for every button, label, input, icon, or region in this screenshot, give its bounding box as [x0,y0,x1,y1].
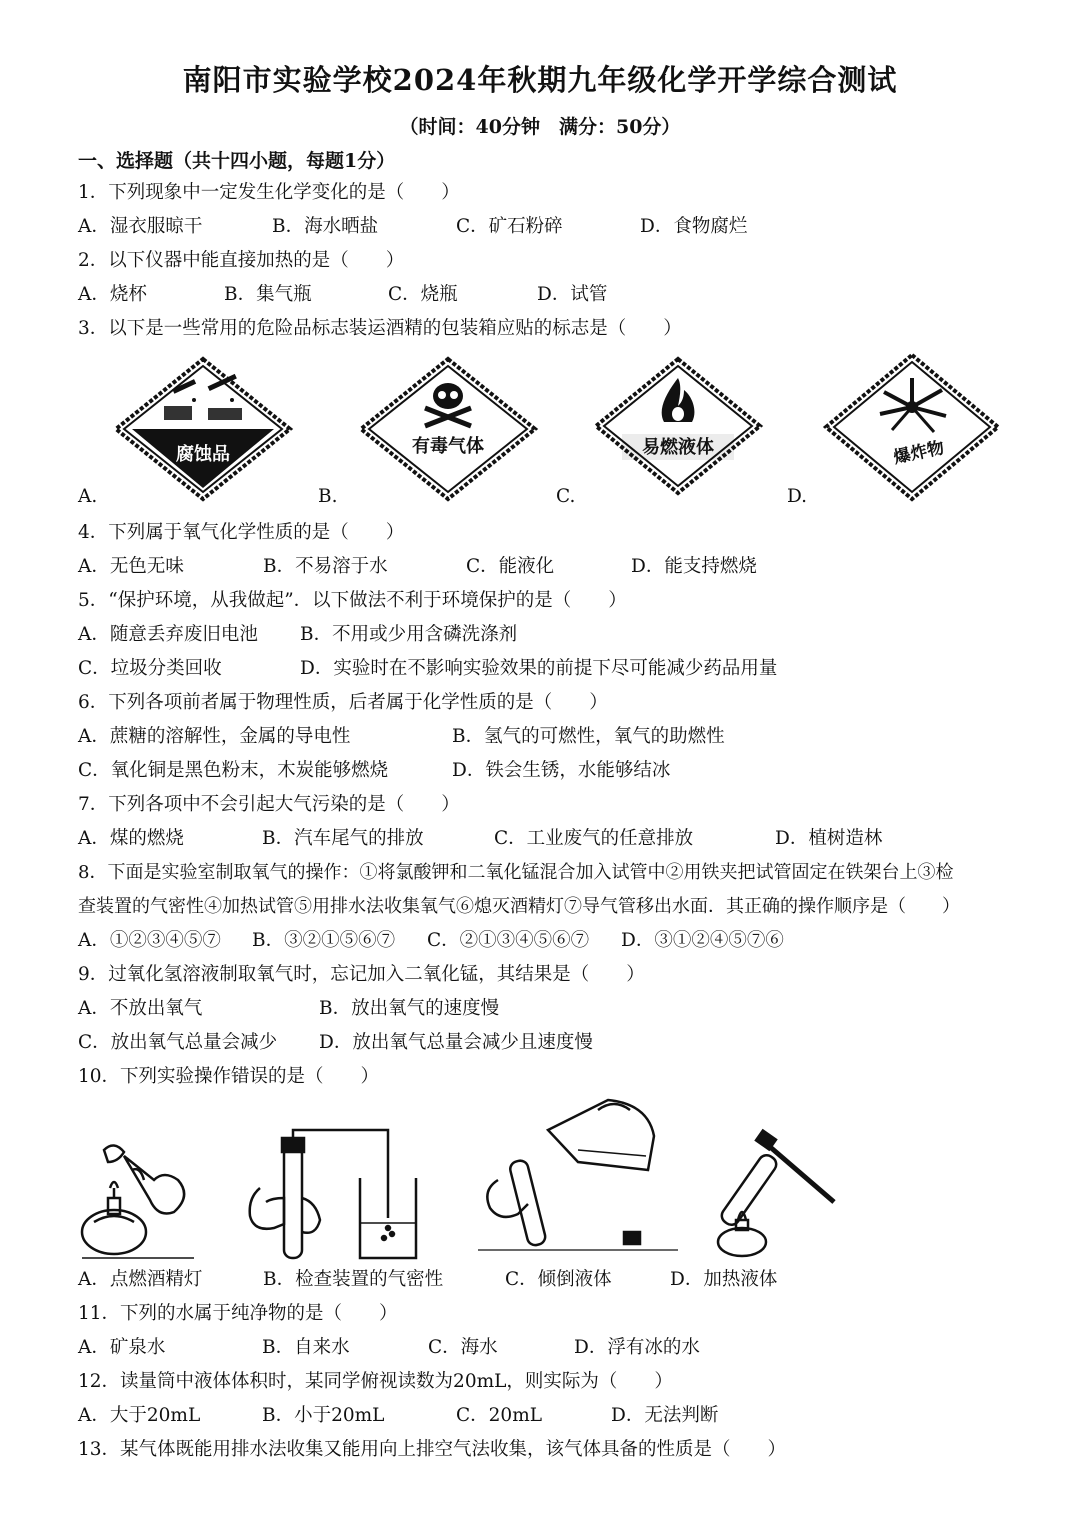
q10-option-a: A．点燃酒精灯 [78,1269,203,1290]
question-10-stem: 10．下列实验操作错误的是（ ） [78,1066,380,1087]
q9-option-d: D．放出氧气总量会减少且速度慢 [319,1032,593,1053]
question-7-stem: 7．下列各项中不会引起大气污染的是（ ） [78,794,460,815]
sign-d-text: 爆炸物 [891,438,946,469]
question-8-stem: 8．下面是实验室制取氧气的操作：①将氯酸钾和二氧化锰混合加入试管中②用铁夹把试管固定在铁架台上③检 [78,862,954,883]
q1-option-c: C．矿石粉碎 [456,216,563,237]
exam-info: （时间：40分钟 满分：50分） [399,116,681,138]
q12-option-b: B．小于20mL [262,1405,385,1426]
q8-option-b: B．③②①⑤⑥⑦ [252,930,396,951]
q2-option-d: D．试管 [537,284,608,305]
q8-option-a: A．①②③④⑤⑦ [78,930,221,951]
q1-option-a: A．湿衣服晾干 [78,216,203,237]
q11-option-c: C．海水 [428,1337,498,1358]
question-5-stem: 5．“保护环境，从我做起”．以下做法不利于环境保护的是（ ） [78,590,627,611]
q5-option-b: B．不用或少用含磷洗涤剂 [300,624,518,645]
q7-option-d: D．植树造林 [775,828,883,849]
question-4-stem: 4．下列属于氧气化学性质的是（ ） [78,522,405,543]
corrosive-sign-icon [112,356,294,502]
q2-option-c: C．烧瓶 [388,284,458,305]
flammable-liquid-sign-icon [592,356,764,496]
q3-option-a: A. [78,486,98,507]
q7-option-c: C．工业废气的任意排放 [494,828,694,849]
q4-option-d: D．能支持燃烧 [631,556,757,577]
question-12-stem: 12．读量筒中液体体积时，某同学俯视读数为20mL，则实际为（ ） [78,1371,673,1392]
light-alcohol-lamp-illustration [74,1140,224,1262]
q6-option-b: B．氢气的可燃性，氧气的助燃性 [452,726,725,747]
section-heading: 一、选择题（共十四小题，每题1分） [78,150,396,172]
q5-option-d: D．实验时在不影响实验效果的前提下尽可能减少药品用量 [300,658,778,679]
q8-option-c: C．②①③④⑤⑥⑦ [427,930,590,951]
q7-option-b: B．汽车尾气的排放 [262,828,424,849]
question-2-stem: 2．以下仪器中能直接加热的是（ ） [78,250,405,271]
q4-option-b: B．不易溶于水 [263,556,388,577]
toxic-gas-sign-icon [357,356,539,502]
q6-option-c: C．氧化铜是黑色粉末，木炭能够燃烧 [78,760,389,781]
pour-liquid-illustration [478,1090,678,1262]
q3-option-b: B. [318,486,338,507]
check-airtightness-illustration [240,1128,420,1264]
q9-option-c: C．放出氧气总量会减少 [78,1032,278,1053]
q11-option-a: A．矿泉水 [78,1337,166,1358]
sign-c-text: 易燃液体 [642,437,714,458]
q4-option-c: C．能液化 [466,556,555,577]
q7-option-a: A．煤的燃烧 [78,828,184,849]
question-1-stem: 1．下列现象中一定发生化学变化的是（ ） [78,182,460,203]
q5-option-a: A．随意丢弃废旧电池 [78,624,258,645]
question-6-stem: 6．下列各项前者属于物理性质，后者属于化学性质的是（ ） [78,692,608,713]
q12-option-d: D．无法判断 [611,1405,719,1426]
q12-option-a: A．大于20mL [78,1405,201,1426]
page-title: 南阳市实验学校2024年秋期九年级化学开学综合测试 [182,63,898,97]
q9-option-a: A．不放出氧气 [78,998,203,1019]
q12-option-c: C．20mL [456,1405,543,1426]
q11-option-d: D．浮有冰的水 [574,1337,700,1358]
question-3-stem: 3．以下是一些常用的危险品标志装运酒精的包装箱应贴的标志是（ ） [78,318,682,339]
explosive-sign-icon [822,352,1002,502]
q5-option-c: C．垃圾分类回收 [78,658,222,679]
q6-option-d: D．铁会生锈，水能够结冰 [452,760,671,781]
q3-option-c: C. [556,486,576,507]
q1-option-b: B．海水晒盐 [272,216,379,237]
q2-option-b: B．集气瓶 [224,284,312,305]
heat-liquid-illustration [710,1120,850,1260]
q9-option-b: B．放出氧气的速度慢 [319,998,500,1019]
q10-option-b: B．检查装置的气密性 [263,1269,444,1290]
q2-option-a: A．烧杯 [78,284,147,305]
question-11-stem: 11．下列的水属于纯净物的是（ ） [78,1303,398,1324]
q8-option-d: D．③①②④⑤⑦⑥ [621,930,784,951]
q11-option-b: B．自来水 [262,1337,350,1358]
q10-option-c: C．倾倒液体 [505,1269,612,1290]
q6-option-a: A．蔗糖的溶解性，金属的导电性 [78,726,351,747]
question-8-stem-cont: 查装置的气密性④加热试管⑤用排水法收集氧气⑥熄灭酒精灯⑦导气管移出水面．其正确的操作顺序是（ ） [78,896,960,917]
q1-option-d: D．食物腐烂 [640,216,748,237]
q10-option-d: D．加热液体 [670,1269,778,1290]
question-13-stem: 13．某气体既能用排水法收集又能用向上排空气法收集，该气体具备的性质是（ ） [78,1439,787,1460]
sign-b-text: 有毒气体 [412,436,484,457]
sign-a-text: 腐蚀品 [176,444,230,465]
question-9-stem: 9．过氧化氢溶液制取氧气时，忘记加入二氧化锰，其结果是（ ） [78,964,645,985]
q4-option-a: A．无色无味 [78,556,184,577]
q3-option-d: D. [787,486,808,507]
